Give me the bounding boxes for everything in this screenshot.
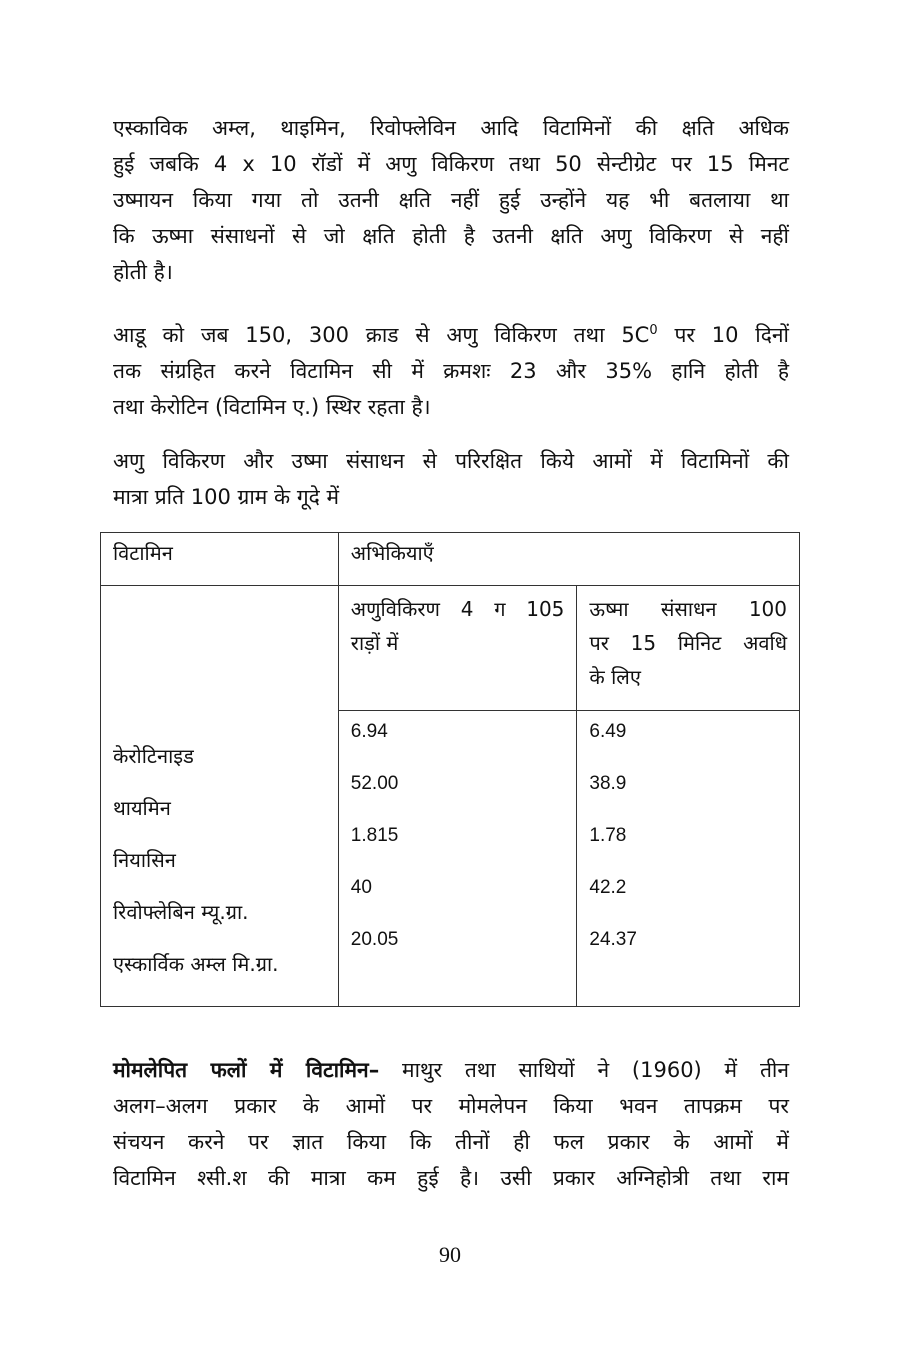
- vitamin-name: थायमिन: [113, 796, 171, 820]
- value-cell: 52.00: [350, 773, 399, 794]
- heat-values-cell: [577, 711, 800, 1007]
- irradiation-values-cell: [338, 711, 577, 1007]
- paragraph-vitamin-loss: [113, 110, 789, 290]
- value-cell: 40: [350, 877, 372, 898]
- vitamin-name: केरोटिनाइड: [113, 744, 194, 768]
- text-line: मात्रा प्रति 100 ग्राम के गूदे में: [113, 485, 340, 509]
- value-cell: 6.49: [589, 721, 627, 742]
- text-line: उष्मायन किया गया तो उतनी क्षति नहीं हुई उन्होंने यह भी बतलाया था: [113, 188, 789, 212]
- text-line: संचयन करने पर ज्ञात किया कि तीनों ही फल प्रकार के आमों में: [113, 1130, 789, 1154]
- paragraph-peach: [113, 313, 789, 425]
- paragraph-wax-coated-fruits: [113, 1052, 789, 1196]
- text-line: हुई जबकि 4 x 10 रॉडों में अणु विकिरण तथा 50 सेन्टीग्रेट पर 15 मिनट: [113, 152, 789, 176]
- text-line: कि ऊष्मा संसाधनों से जो क्षति होती है उतनी क्षति अणु विकिरण से नहीं: [113, 224, 789, 248]
- vitamin-names-cell: [101, 586, 339, 1007]
- text-line: मोमलेपित फलों में विटामिन– माथुर तथा साथियों ने (1960) में तीन: [113, 1058, 790, 1082]
- value-cell: 20.05: [350, 929, 399, 950]
- vitamin-name: रिवोफ्लेबिन म्यू.ग्रा.: [113, 900, 249, 924]
- vitamin-table: [100, 532, 800, 1007]
- value-cell: 38.9: [589, 773, 627, 794]
- text-line: अलग–अलग प्रकार के आमों पर मोमलेपन किया भवन तापक्रम पर: [113, 1094, 789, 1118]
- header-vitamin: विटामिन: [101, 533, 339, 586]
- vitamin-name: एस्कार्विक अम्ल मि.ग्रा.: [113, 952, 279, 976]
- subheader-heat: ऊष्मा संसाधन 100 पर 15 मिनिट अवधि के लिए: [577, 586, 800, 711]
- subheader-irradiation: अणुविकिरण 4 ग 105 राड़ों में: [338, 586, 577, 711]
- text-line: होती है।: [113, 260, 173, 284]
- vitamin-name: नियासिन: [113, 848, 176, 872]
- text-line: आडू को जब 150, 300 क्राड से अणु विकिरण तथा $5C^0$ पर 10 दिनों: [113, 323, 789, 347]
- section-heading: मोमलेपित फलों में विटामिन–: [113, 1058, 380, 1082]
- page-number: 90: [439, 1242, 461, 1267]
- text-line: विटामिन श्सी.श की मात्रा कम हुई है। उसी प्रकार अग्निहोत्री तथा राम: [113, 1166, 789, 1190]
- text-line: तक संग्रहित करने विटामिन सी में क्रमशः 23 और 35% हानि होती है: [113, 359, 789, 383]
- header-treatments: अभिकियाएँ: [338, 533, 799, 586]
- table-caption: [113, 443, 789, 515]
- value-cell: 1.815: [350, 825, 399, 846]
- value-cell: 42.2: [589, 877, 627, 898]
- superscript: 0: [649, 323, 658, 338]
- value-cell: 24.37: [589, 929, 637, 950]
- value-cell: 6.94: [350, 721, 388, 742]
- text-line: एस्काविक अम्ल, थाइमिन, रिवोफ्लेविन आदि विटामिनों की क्षति अधिक: [113, 116, 789, 140]
- text-line: तथा केरोटिन (विटामिन ए.) स्थिर रहता है।: [113, 395, 431, 419]
- text-line: अणु विकिरण और उष्मा संसाधन से परिरक्षित किये आमों में विटामिनों की: [113, 449, 789, 473]
- value-cell: 1.78: [589, 825, 627, 846]
